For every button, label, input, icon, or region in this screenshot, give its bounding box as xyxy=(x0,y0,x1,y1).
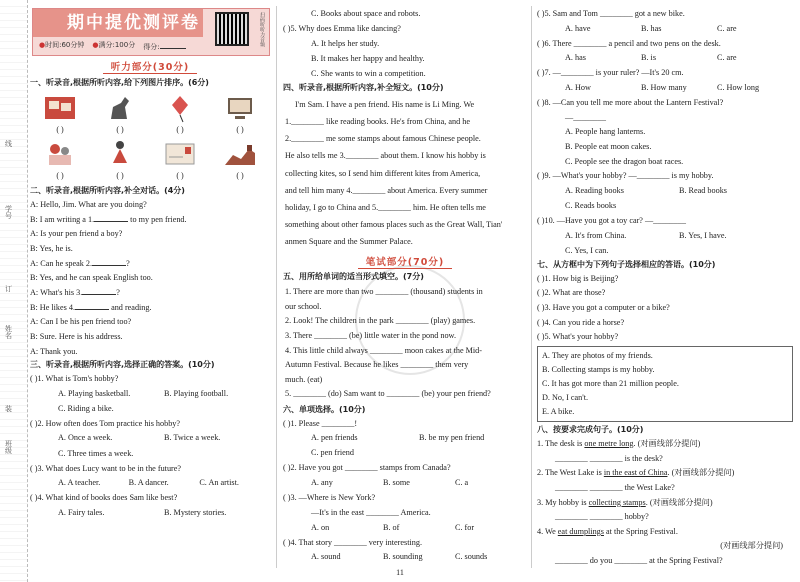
option[interactable]: C. Books about space and robots. xyxy=(311,9,421,18)
dialogue-line: B: Yes, and he can speak English too. xyxy=(30,273,153,283)
picture-item xyxy=(154,139,206,182)
choice-question xyxy=(283,462,527,488)
answer-paren[interactable]: ( ) xyxy=(176,171,184,181)
answer-blank[interactable] xyxy=(82,287,116,295)
dialogue-line: B: Sure. Here is his address. xyxy=(30,331,123,341)
option[interactable]: C. How long xyxy=(717,83,760,93)
rewrite-item: 3. My hobby is collecting stamps. (对画线部分提问) ________ ________ hobby? xyxy=(537,497,793,523)
question-stem: ( )3. What does Lucy want to be in the future? xyxy=(30,463,182,473)
answer-blank[interactable] xyxy=(94,214,128,222)
full-score: 满分:100分 xyxy=(98,41,136,49)
rewrite-item: 1. The desk is one metre long. (对画线部分提问) ________ ________ is the desk? xyxy=(537,438,793,464)
answer-paren[interactable]: ( ) xyxy=(116,171,124,181)
option[interactable]: A. It's from China. xyxy=(565,230,627,240)
exercise-line: 5. ________ (do) Sam want to ________ (be) your pen friend? xyxy=(285,389,491,399)
dialogue-line: B: He likes 4. and reading. xyxy=(30,302,152,312)
margin-label: 线 xyxy=(4,140,13,147)
option[interactable]: C. Riding a bike. xyxy=(58,403,114,413)
answer-line[interactable]: ________ ________ is the desk? xyxy=(555,453,663,463)
option[interactable]: B. Twice a week. xyxy=(164,433,221,443)
option[interactable]: B. How many xyxy=(641,83,687,93)
options xyxy=(283,38,527,49)
choice-question xyxy=(537,215,793,256)
underlined-phrase: eat dumplings xyxy=(557,526,604,536)
fill-in-forms xyxy=(283,285,527,402)
question-sub: —It's in the east ________ America. xyxy=(311,507,431,517)
question-7-title: 七、从方框中为下列句子选择相应的答语。(10分) xyxy=(537,260,716,269)
options xyxy=(30,432,270,443)
option[interactable]: C. People see the dragon boat races. xyxy=(565,156,684,166)
option[interactable]: A. A teacher. xyxy=(58,478,101,488)
binding-margin xyxy=(0,0,28,582)
question-stem: ( )6. There ________ a pencil and two pens on the desk. xyxy=(537,38,721,48)
rewrite-item: 2. The West Lake is in the east of China. (对画线部分提问) ________ ________ the West Lake? xyxy=(537,467,793,493)
option[interactable]: A. on xyxy=(311,522,330,532)
question-stem: ( )2. Have you got ________ stamps from Canada? xyxy=(283,463,451,473)
option[interactable]: C. are xyxy=(717,53,737,63)
dialogue-line: A: Can he speak 2. ? xyxy=(30,258,130,268)
question-stem: ( )8. —Can you tell me more about the Lantern Festival? xyxy=(537,98,724,108)
options xyxy=(283,447,527,458)
option[interactable]: B. is xyxy=(641,53,657,63)
question-stem: ( )4. That story ________ very interesting. xyxy=(283,537,423,547)
options xyxy=(30,477,270,488)
picture-item xyxy=(154,93,206,136)
passage-line: anmen Square and the Summer Palace. xyxy=(285,237,413,247)
options xyxy=(30,448,270,459)
underlined-phrase: in the east of China xyxy=(603,468,668,478)
question-stem: ( )2. How often does Tom practice his hobby? xyxy=(30,418,181,428)
horse-picture-icon xyxy=(103,93,137,123)
question-3-title: 三、听录音,根据所听内容,选择正确的答案。(10分) xyxy=(30,360,215,370)
question-stem: ( )3. —Where is New York? xyxy=(283,493,376,503)
option[interactable]: A. sound xyxy=(311,552,341,562)
question-stem: ( )2. What are those? xyxy=(537,288,606,298)
question-stem: ( )3. Have you got a computer or a bike? xyxy=(537,303,670,313)
option[interactable]: B. Yes, I have. xyxy=(679,230,727,240)
exam-info xyxy=(39,41,186,52)
page-number: 11 xyxy=(396,568,404,578)
option[interactable]: C. sounds xyxy=(455,552,488,562)
options xyxy=(537,230,793,241)
passage-line: and tell him many 4.________ about America. Every summer xyxy=(285,185,488,195)
question-2-title: 二、听录音,根据所听内容,补全对话。(4分) xyxy=(30,186,185,196)
kite-picture-icon xyxy=(163,93,197,123)
exercise-line: our school. xyxy=(285,301,322,311)
option[interactable]: A. Once a week. xyxy=(58,433,113,443)
option[interactable]: B. be my pen friend xyxy=(419,433,485,443)
time-limit: 时间:60分钟 xyxy=(45,41,85,49)
answer-box xyxy=(537,346,793,422)
answer-option: E. A bike. xyxy=(542,407,575,417)
passage-line: I'm Sam. I have a pen friend. His name is Li Ming. We xyxy=(295,99,475,109)
answer-option: C. It has got more than 21 million people. xyxy=(542,379,679,389)
question-stem: ( )4. Can you ride a horse? xyxy=(537,317,625,327)
question-stem: ( )5. Why does Emma like dancing? xyxy=(283,24,401,34)
passage-line: collecting kites, so I send him different kites from America, xyxy=(285,168,481,178)
option[interactable]: B. It makes her happy and healthy. xyxy=(311,53,425,63)
qr-note: 扫码听听力音频 xyxy=(259,12,265,47)
rewrite-item: 4. We eat dumplings at the Spring Festival. (对画线部分提问) ________ do you ________ at the Spring Festival? xyxy=(537,526,793,566)
question-8-title: 八、按要求完成句子。(10分) xyxy=(537,425,644,435)
option[interactable]: C. Yes, I can. xyxy=(565,245,609,255)
clock-icon: ● xyxy=(39,41,46,49)
column-divider xyxy=(276,6,277,568)
choice-question xyxy=(537,67,793,93)
option[interactable]: A. pen friends xyxy=(311,433,358,443)
dialogue-line: A: Thank you. xyxy=(30,346,78,356)
answer-blank[interactable] xyxy=(92,258,126,266)
choice-question xyxy=(537,97,793,167)
option[interactable]: B. some xyxy=(383,478,410,488)
listening-section-title: 听力部分(30分) xyxy=(30,62,270,75)
dialogue-line: A: Is your pen friend a boy? xyxy=(30,229,123,239)
question-stem: ( )5. Sam and Tom ________ got a new bike. xyxy=(537,9,685,18)
answer-line[interactable]: ________ do you ________ at the Spring Festival? xyxy=(555,556,723,566)
option[interactable]: C. are xyxy=(717,23,737,33)
option[interactable]: C. pen friend xyxy=(311,448,354,458)
question-1-title: 一、听录音,根据所听内容,给下列图片排序。(6分) xyxy=(30,77,209,87)
computer-picture-icon xyxy=(223,93,257,123)
margin-label: 学号 xyxy=(4,205,13,219)
choice-question xyxy=(537,8,793,34)
page-title: 期中提优测评卷 xyxy=(33,9,203,37)
margin-label: 班级 xyxy=(4,440,13,454)
dancer-picture-icon xyxy=(103,139,137,169)
option[interactable]: B. Mystery stories. xyxy=(164,507,227,517)
option[interactable]: A. any xyxy=(311,478,333,488)
choice-question xyxy=(30,492,270,518)
option[interactable]: A. Reading books xyxy=(565,186,624,196)
option[interactable]: C. She wants to win a competition. xyxy=(311,68,426,78)
options xyxy=(283,522,527,533)
picture-item xyxy=(214,93,266,136)
great-wall-picture-icon xyxy=(223,139,257,169)
option[interactable]: A. Playing basketball. xyxy=(58,388,131,398)
option[interactable]: B. People eat moon cakes. xyxy=(565,142,652,152)
options xyxy=(283,68,527,79)
underlined-phrase: one metre long xyxy=(584,438,634,448)
options xyxy=(30,507,270,518)
options xyxy=(283,432,527,443)
passage-line: He also tells me 3.________ about them. I know his hobby is xyxy=(285,151,486,161)
qr-code[interactable] xyxy=(215,12,249,46)
choice-question xyxy=(30,463,270,489)
picture-item xyxy=(94,93,146,136)
dialogue xyxy=(30,199,270,357)
underlined-phrase: collecting stamps xyxy=(588,497,646,507)
exercise-line: 4. This little child always ________ moon cakes at the Mid- xyxy=(285,345,482,355)
answer-paren[interactable]: ( ) xyxy=(116,124,124,134)
question-stem: ( )4. What kind of books does Sam like best? xyxy=(30,493,178,503)
answer-option: D. No, I can't. xyxy=(542,393,589,403)
postcard-picture-icon xyxy=(163,139,197,169)
picture-item xyxy=(214,139,266,182)
option[interactable]: C. a xyxy=(455,478,469,488)
column-1 xyxy=(30,0,270,570)
question-stem: ( )5. What's your hobby? xyxy=(537,332,619,342)
option[interactable]: B. sounding xyxy=(383,552,423,562)
options xyxy=(537,52,793,63)
passage xyxy=(283,96,527,251)
option[interactable]: B. A dancer. xyxy=(128,478,169,488)
margin-label: 装 xyxy=(4,405,13,412)
answer-paren[interactable]: ( ) xyxy=(176,124,184,134)
answer-paren[interactable]: ( ) xyxy=(56,171,64,181)
answer-blank[interactable] xyxy=(75,302,109,310)
picture-grid xyxy=(34,93,266,183)
passage-line: 2.________ me some stamps about famous Chinese people. xyxy=(285,134,481,144)
answer-line[interactable]: ________ ________ the West Lake? xyxy=(555,482,675,492)
choice-question xyxy=(283,418,527,459)
question-stem: ( )10. —Have you got a toy car? —________ xyxy=(537,216,686,226)
options xyxy=(537,185,793,196)
dialogue-line: B: Yes, he is. xyxy=(30,243,73,253)
options xyxy=(283,477,527,488)
exercise-line: much. (eat) xyxy=(285,374,323,384)
choice-question xyxy=(537,170,793,211)
answer-paren[interactable]: ( ) xyxy=(236,171,244,181)
stamps-picture-icon xyxy=(43,93,77,123)
margin-label: 姓名 xyxy=(4,325,13,339)
score-field[interactable]: 得分: xyxy=(143,41,185,52)
answer-option: B. Collecting stamps is my hobby. xyxy=(542,365,655,375)
header-box xyxy=(32,8,270,56)
choice-question xyxy=(283,537,527,563)
option[interactable]: C. An artist. xyxy=(199,478,239,488)
option[interactable]: A. have xyxy=(565,23,591,33)
options xyxy=(283,8,527,19)
answer-line[interactable]: ________ ________ hobby? xyxy=(555,512,649,522)
options xyxy=(283,53,527,64)
exercise-line: 2. Look! The children in the park ________ (play) games. xyxy=(285,316,476,326)
options xyxy=(537,23,793,34)
option[interactable]: C. Three times a week. xyxy=(58,448,134,458)
question-stem: ( )7. —________ is your ruler? —It's 20 cm. xyxy=(537,68,684,78)
instruction-note: (对画线部分提问) xyxy=(720,541,783,551)
question-4-title: 四、听录音,根据所听内容,补全短文。(10分) xyxy=(283,82,444,92)
picture-item xyxy=(34,93,86,136)
option[interactable]: B. of xyxy=(383,522,400,532)
choice-question xyxy=(30,418,270,459)
choice-question xyxy=(283,492,527,532)
family-picture-icon xyxy=(43,139,77,169)
written-section-title: 笔试部分(70分) xyxy=(283,257,527,270)
options xyxy=(30,403,270,414)
option[interactable]: B. has xyxy=(641,23,662,33)
passage-line: holiday, I go to China and 5.________ him. He often tells me xyxy=(285,202,486,212)
column-3 xyxy=(537,0,793,570)
picture-item xyxy=(94,139,146,182)
passage-line: 1.________ like reading books. He's from China, and he xyxy=(285,116,470,126)
exercise-line: 3. There ________ (be) little water in the pond now. xyxy=(285,330,456,340)
options xyxy=(537,245,793,256)
question-6-title: 六、单项选择。(10分) xyxy=(283,404,366,414)
option[interactable]: A. People hang lanterns. xyxy=(565,127,646,137)
option[interactable]: A. Fairy tales. xyxy=(58,507,105,517)
margin-label: 订 xyxy=(4,285,13,292)
option[interactable]: C. Reads books xyxy=(565,201,617,211)
column-2 xyxy=(283,0,527,570)
answer-option: A. They are photos of my friends. xyxy=(542,351,653,361)
question-sub: —________ xyxy=(565,112,606,122)
dialogue-line: A: What's his 3. ? xyxy=(30,287,120,297)
options xyxy=(30,388,270,399)
question-stem: ( )1. How big is Beijing? xyxy=(537,273,619,283)
question-stem: ( )1. What is Tom's hobby? xyxy=(30,374,119,384)
choice-question xyxy=(537,38,793,64)
answer-paren[interactable]: ( ) xyxy=(236,124,244,134)
score-icon: ● xyxy=(92,41,99,49)
option[interactable]: B. Read books xyxy=(679,186,727,196)
option[interactable]: A. has xyxy=(565,53,586,63)
choice-question xyxy=(30,373,270,414)
dialogue-line: A: Hello, Jim. What are you doing? xyxy=(30,200,147,209)
question-5-title: 五、用所给单词的适当形式填空。(7分) xyxy=(283,272,424,282)
question-stem: ( )1. Please ________! xyxy=(283,418,358,428)
column-divider xyxy=(531,6,532,568)
question-stem: ( )9. —What's your hobby? —________ is my hobby. xyxy=(537,171,714,181)
exercise-line: Autumn Festival. Because he likes ________ them very xyxy=(285,360,469,370)
picture-item xyxy=(34,139,86,182)
dialogue-line: B: I am writing a 1. to my pen friend. xyxy=(30,214,187,224)
exercise-line: 1. There are more than two ________ (thousand) students in xyxy=(285,287,483,297)
dialogue-line: A: Can I be his pen friend too? xyxy=(30,317,132,327)
options xyxy=(537,82,793,93)
option[interactable]: B. Playing football. xyxy=(164,388,229,398)
passage-line: something about other famous places such as the Great Wall, Tian' xyxy=(285,220,503,230)
option[interactable]: A. It helps her study. xyxy=(311,38,380,48)
option[interactable]: C. for xyxy=(455,522,475,532)
answer-paren[interactable]: ( ) xyxy=(56,124,64,134)
options xyxy=(537,200,793,211)
option[interactable]: A. How xyxy=(565,83,591,93)
options xyxy=(283,551,527,562)
